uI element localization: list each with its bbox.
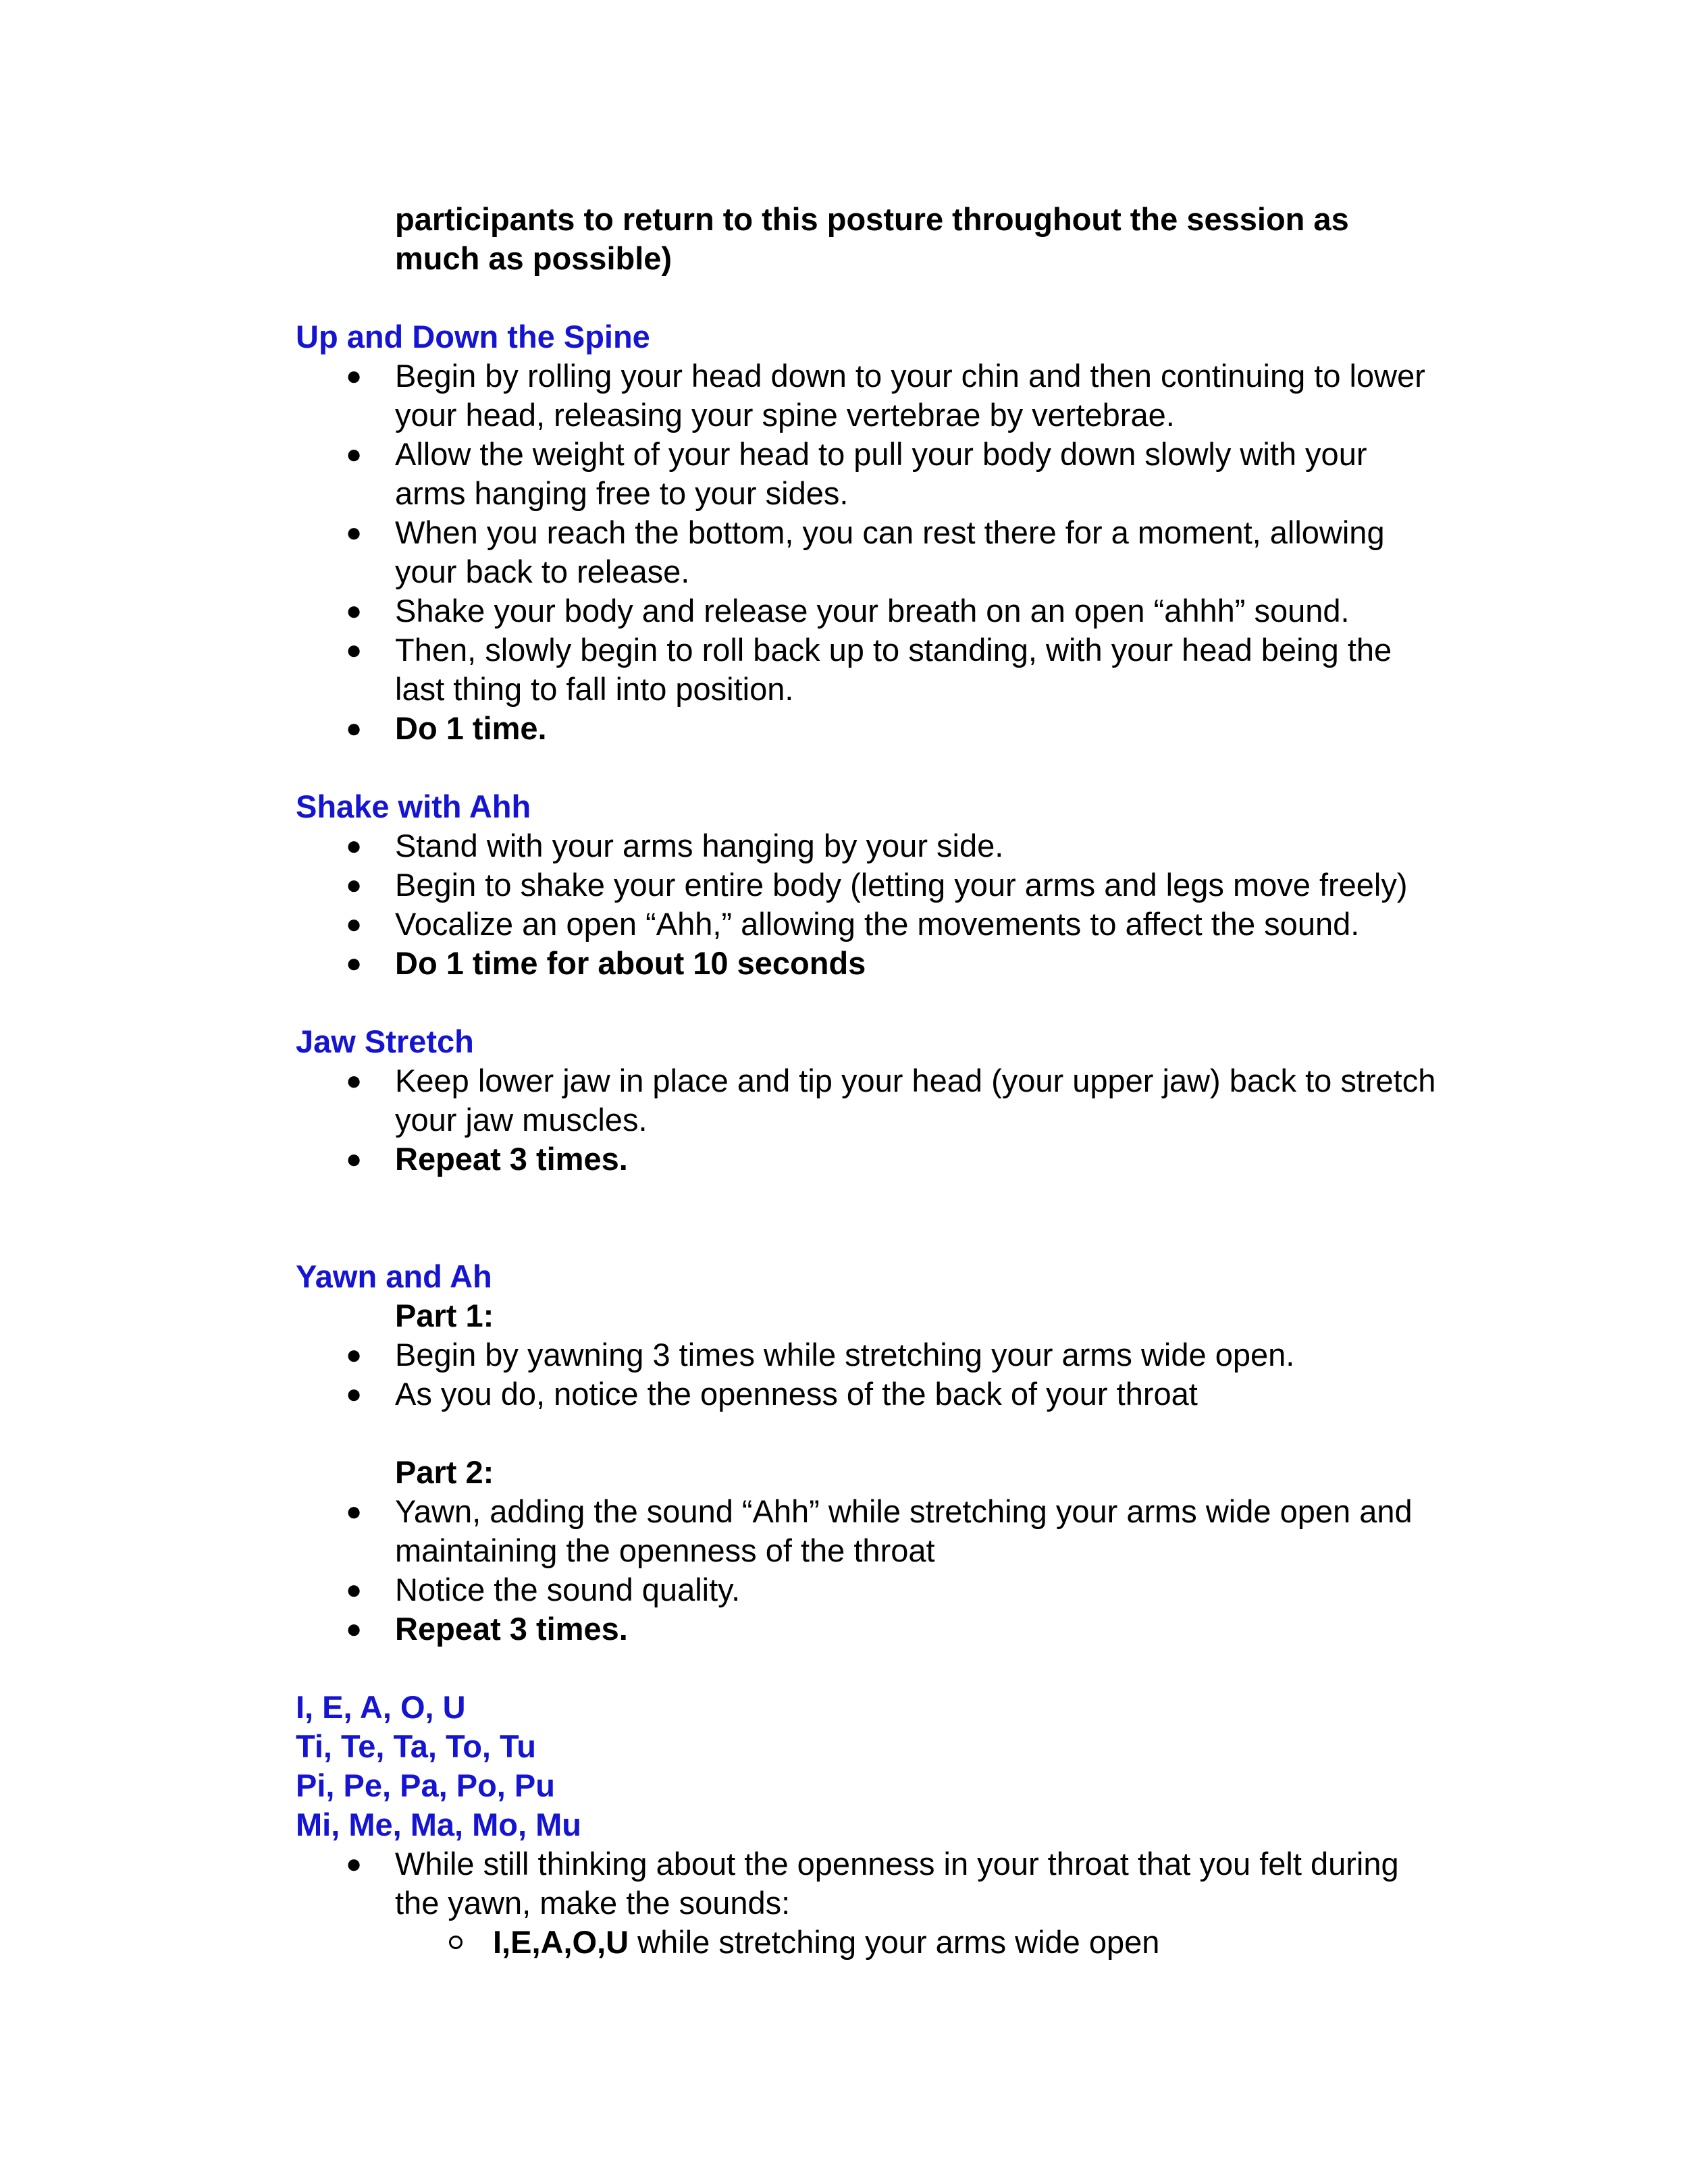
list-item-text: Yawn, adding the sound “Ahh” while stretching your arms wide open and xyxy=(395,1493,1413,1529)
list-item-text: Stand with your arms hanging by your side. xyxy=(395,828,1004,863)
list-item-text: Repeat 3 times. xyxy=(395,1611,628,1647)
bullet-icon: ● xyxy=(346,1379,363,1409)
list-item-text: the yawn, make the sounds: xyxy=(395,1885,791,1921)
intro-line: participants to return to this posture throughout the session as xyxy=(395,201,1349,237)
list-item-text: Then, slowly begin to roll back up to standing, with your head being the xyxy=(395,632,1392,668)
sub-list-item-text xyxy=(493,1923,1159,1962)
list-item-text: Do 1 time for about 10 seconds xyxy=(395,945,866,981)
list-item-text: Allow the weight of your head to pull your body down slowly with your xyxy=(395,436,1367,472)
bullet-icon: ● xyxy=(346,518,363,548)
list-item-text: Begin to shake your entire body (letting your arms and legs move freely) xyxy=(395,867,1408,903)
bullet-icon: ● xyxy=(346,870,363,900)
section-heading-vowels: Ti, Te, Ta, To, Tu xyxy=(296,1728,536,1764)
list-item-text: As you do, notice the openness of the back of your throat xyxy=(395,1376,1198,1412)
list-item-text: Begin by rolling your head down to your chin and then continuing to lower xyxy=(395,358,1425,394)
list-item-text: When you reach the bottom, you can rest there for a moment, allowing xyxy=(395,514,1385,550)
section-heading-vowels: Mi, Me, Ma, Mo, Mu xyxy=(296,1807,581,1842)
list-item-text: Shake your body and release your breath on an open “ahhh” sound. xyxy=(395,593,1350,629)
section-heading-vowels: I, E, A, O, U xyxy=(296,1689,466,1725)
section-heading-jaw: Jaw Stretch xyxy=(296,1023,474,1059)
bullet-icon: ● xyxy=(346,714,363,743)
section-heading-vowels: Pi, Pe, Pa, Po, Pu xyxy=(296,1767,555,1803)
intro-line: much as possible) xyxy=(395,240,672,276)
bullet-icon: ● xyxy=(346,1144,363,1174)
section-heading-shake: Shake with Ahh xyxy=(296,789,531,824)
list-item-text: your jaw muscles. xyxy=(395,1102,648,1138)
bullet-icon: ● xyxy=(346,1066,363,1096)
bullet-icon: ● xyxy=(346,1497,363,1526)
part-label: Part 1: xyxy=(395,1298,494,1333)
list-item-text: Notice the sound quality. xyxy=(395,1572,741,1607)
bullet-icon: ● xyxy=(346,596,363,626)
list-item-text: maintaining the openness of the throat xyxy=(395,1533,935,1568)
bullet-icon: ● xyxy=(346,361,363,391)
bullet-icon: ● xyxy=(346,949,363,978)
sub-bullet-icon xyxy=(449,1936,463,1949)
bullet-icon: ● xyxy=(346,440,363,469)
list-item-text: Do 1 time. xyxy=(395,710,547,746)
list-item-text: Keep lower jaw in place and tip your head (your upper jaw) back to stretch xyxy=(395,1063,1436,1098)
section-heading-yawn: Yawn and Ah xyxy=(296,1258,492,1294)
list-item-text: your back to release. xyxy=(395,554,690,589)
bullet-icon: ● xyxy=(346,1340,363,1370)
list-item-text: last thing to fall into position. xyxy=(395,671,794,707)
part-label: Part 2: xyxy=(395,1454,494,1490)
sub-list-item-rest: while stretching your arms wide open xyxy=(629,1924,1160,1960)
bullet-icon: ● xyxy=(346,1849,363,1879)
bullet-icon: ● xyxy=(346,1575,363,1605)
list-item-text: arms hanging free to your sides. xyxy=(395,475,849,511)
bullet-icon: ● xyxy=(346,635,363,665)
sub-list-item-bold: I,E,A,O,U xyxy=(493,1924,629,1960)
bullet-icon: ● xyxy=(346,909,363,939)
list-item-text: your head, releasing your spine vertebrae by vertebrae. xyxy=(395,397,1175,433)
bullet-icon: ● xyxy=(346,1614,363,1644)
list-item-text: Repeat 3 times. xyxy=(395,1141,628,1177)
list-item-text: Vocalize an open “Ahh,” allowing the movements to affect the sound. xyxy=(395,906,1360,942)
section-heading-spine: Up and Down the Spine xyxy=(296,319,650,354)
list-item-text: While still thinking about the openness in your throat that you felt during xyxy=(395,1846,1399,1882)
bullet-icon: ● xyxy=(346,831,363,861)
list-item-text: Begin by yawning 3 times while stretching your arms wide open. xyxy=(395,1337,1295,1373)
